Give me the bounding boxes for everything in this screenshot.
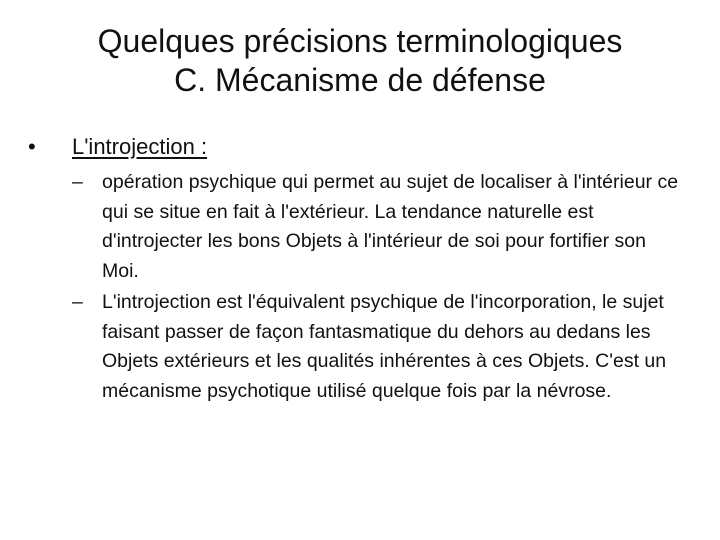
title-line-1: Quelques précisions terminologiques <box>97 23 623 59</box>
bullet-marker: • <box>28 134 36 159</box>
bullet-label: L'introjection : <box>72 134 208 159</box>
title-line-2: C. Mécanisme de défense <box>174 62 546 98</box>
slide-content <box>28 132 688 408</box>
sub-bullet-marker: – <box>72 171 83 193</box>
slide-title <box>36 22 684 100</box>
sub-bullet-list <box>28 168 688 406</box>
sub-bullet-text: opération psychique qui permet au sujet de localiser à l'intérieur ce qui se situe en fait à l'extérieur. La tendance naturelle est d'introjecter les bons Objets à l'intérieur de soi pour fortifier son Moi. <box>102 171 679 282</box>
sub-bullet-definition <box>72 168 688 286</box>
bullet-introjection <box>28 132 688 162</box>
sub-bullet-incorporation <box>72 288 688 406</box>
sub-bullet-marker: – <box>72 291 83 313</box>
sub-bullet-text: L'introjection est l'équivalent psychique de l'incorporation, le sujet faisant passer de façon fantasmatique du dehors au dedans les Objets extérieurs et les qualités inhérentes à ces Objets. C'est un mécanisme psychotique utilisé quelque fois par la névrose. <box>102 291 667 402</box>
